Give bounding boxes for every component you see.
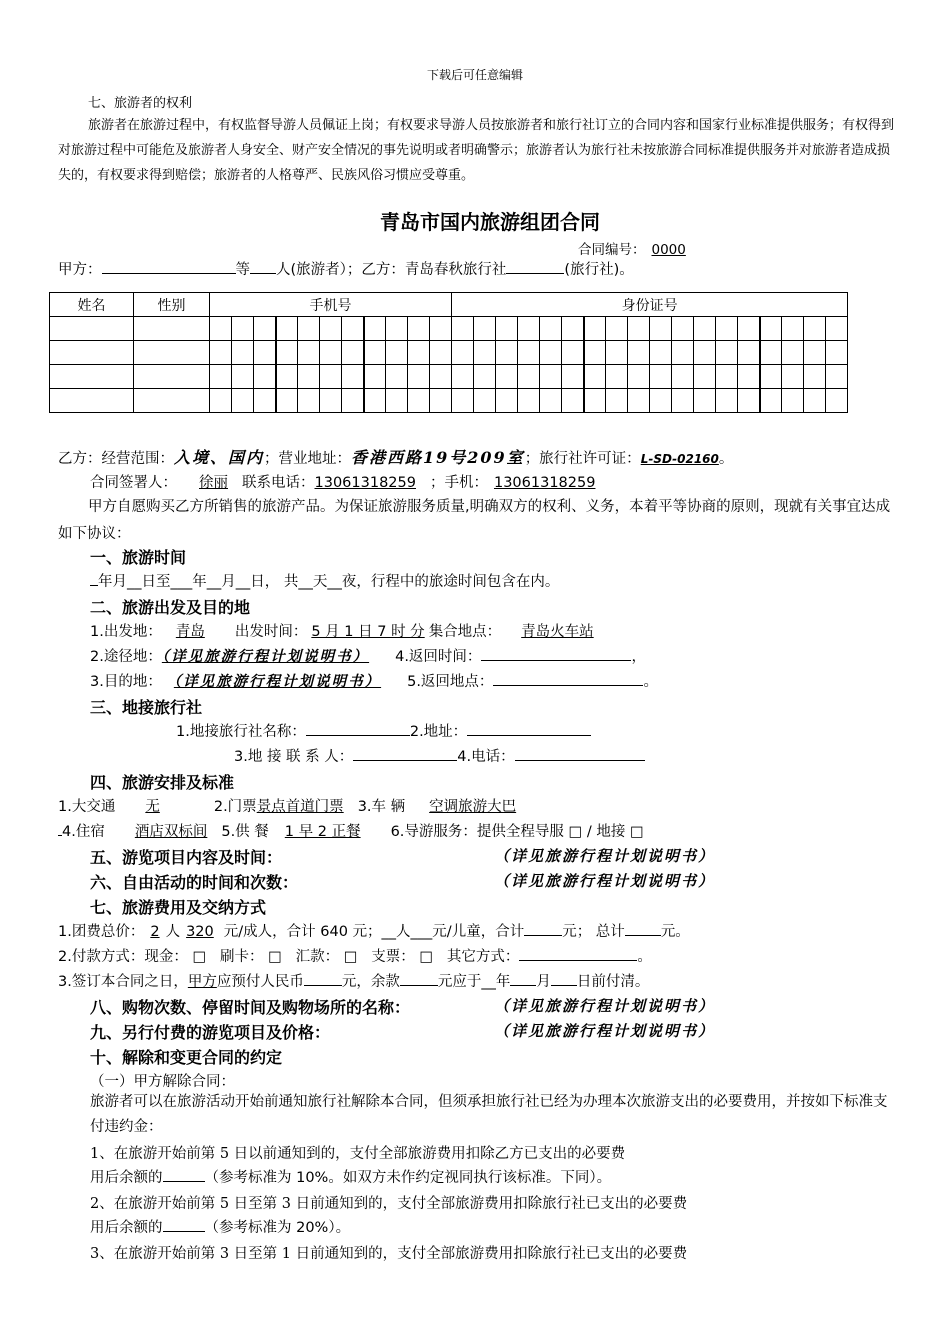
meal-value[interactable]: 1 早 2 正餐 <box>284 824 361 840</box>
s8-title: 八、购物次数、停留时间及购物场所的名称： <box>90 998 411 1017</box>
card-label: 刷卡： <box>219 949 264 965</box>
dest-value[interactable]: （详见旅游行程计划说明书） <box>173 673 382 690</box>
i2b-pre: 用后余额的 <box>90 1220 163 1236</box>
address-label: ；营业地址： <box>264 451 352 467</box>
cheque-checkbox[interactable]: □ <box>419 949 434 965</box>
table-row[interactable] <box>50 341 848 365</box>
s1-title: 一、旅游时间 <box>90 548 187 567</box>
signer-label: 合同签署人： <box>90 475 177 491</box>
party-line <box>58 258 634 279</box>
table-header-row <box>50 293 848 317</box>
s2-title: 二、旅游出发及目的地 <box>90 598 251 617</box>
adult-price-unit: 元/成人，合计 <box>223 924 316 940</box>
local-contact-field[interactable] <box>353 746 457 761</box>
return-place-field[interactable] <box>493 671 643 686</box>
i2b-post: （参考标准为 20%）。 <box>204 1220 351 1236</box>
via-label: 2.途径地： <box>90 649 162 665</box>
license-number: L-SD-02160 <box>640 452 719 466</box>
hotel-label: 4.住宿 <box>62 824 105 840</box>
s1-year-field[interactable] <box>90 571 98 586</box>
depart-label: 1.出发地： <box>90 624 162 640</box>
return-place-end: 。 <box>643 674 658 690</box>
party-a-suffix: 人(旅游者）；乙方：青岛春秋旅行社 <box>276 262 507 278</box>
contract-title: 青岛市国内旅游组团合同 <box>380 210 600 234</box>
contract-number <box>578 238 686 258</box>
balance-field[interactable] <box>400 971 438 986</box>
local-addr-field[interactable] <box>467 721 591 736</box>
ticket-value[interactable]: 景点首道门票 <box>256 799 344 815</box>
adult-unit: 人 <box>165 924 181 940</box>
s1-text: 年月__日至___年__月__日， 共__天__夜，行程中的旅途时间包含在内。 <box>98 574 560 590</box>
cheque-label: 支票： <box>371 949 415 965</box>
party-b-field[interactable] <box>506 259 564 274</box>
s4-line2 <box>58 820 644 841</box>
return-place-label: 5.返回地点： <box>407 674 494 690</box>
s8-value: （详见旅游行程计划说明书） <box>494 997 716 1015</box>
cash-checkbox[interactable]: □ <box>192 949 207 965</box>
child-part: 元；__人___元/儿童，合计 <box>352 924 525 940</box>
party-a-name-field[interactable] <box>102 259 236 274</box>
sign-mid2: 元应于__年 <box>437 974 511 990</box>
local-contact-label: 3.地 接 联 系 人： <box>234 749 354 765</box>
card-checkbox[interactable]: □ <box>268 949 282 965</box>
s10-i2a: 2、在旅游开始前第 5 日至第 3 日前通知到的，支付全部旅游费用扣除旅行社已支出的必要费 <box>90 1196 688 1212</box>
s4-line1 <box>58 795 540 816</box>
table-row[interactable] <box>50 389 848 413</box>
rights-body: 旅游者在旅游过程中，有权监督导游人员佩证上岗；有权要求导游人员按旅游者和旅行社订立的合同内容和国家行业标准提供服务；有权得到对旅游过程中可能危及旅游者人身安全、财产安全情况的事先说明或者明确警示；旅游者认为旅行社未按旅游合同标准提供服务并对旅游者造成损失的，有权要求得到赔偿；旅游者的人格尊严、民族风俗习惯应受尊重。 <box>58 118 895 183</box>
party-b-label: 乙方：经营范围： <box>58 451 174 467</box>
s3-line1 <box>176 720 591 741</box>
s6-title: 六、自由活动的时间和次数： <box>90 873 299 892</box>
gather-value[interactable]: 青岛火车站 <box>521 624 594 640</box>
return-time-end: ， <box>631 649 646 665</box>
fees-line1-end: 元。 <box>660 924 690 940</box>
fees-title: 七、旅游费用及交纳方式 <box>90 898 267 917</box>
party-a-count-field[interactable] <box>250 259 276 274</box>
party-a-label: 甲方： <box>58 262 102 278</box>
party-b-line <box>58 445 733 468</box>
sign-text: 应预付人民币 <box>216 974 304 990</box>
car-label: 3.车 辆 <box>357 799 406 815</box>
i2-percent-field[interactable] <box>163 1217 205 1232</box>
header-name: 姓名 <box>50 293 134 317</box>
party-b-end: 。 <box>718 451 734 467</box>
s10-i3a: 3、在旅游开始前第 3 日至第 1 日前通知到的，支付全部旅游费用扣除旅行社已支出的必要费 <box>90 1246 688 1262</box>
s10-title: 十、解除和变更合同的约定 <box>90 1048 283 1067</box>
fees-line3 <box>58 970 649 991</box>
business-scope: 入境、国内 <box>174 448 265 467</box>
s10-sub1: （一）甲方解除合同： <box>90 1074 235 1090</box>
sign-party: 甲方 <box>187 974 217 990</box>
s6-value: （详见旅游行程计划说明书） <box>494 872 716 890</box>
grand-total-field[interactable] <box>625 921 661 936</box>
sign-label: 3.签订本合同之日， <box>58 974 188 990</box>
s3-line2 <box>234 745 645 766</box>
header-note: 下载后可任意编辑 <box>426 68 523 82</box>
s2-line1 <box>90 620 716 641</box>
i1b-pre: 用后余额的 <box>90 1170 163 1186</box>
guide-full-checkbox[interactable]: □ <box>568 824 583 840</box>
adult-total[interactable]: 640 <box>320 924 348 940</box>
gather-label: 集合地点： <box>428 624 502 640</box>
remit-label: 汇款： <box>295 949 340 965</box>
i1b-post: （参考标准为 10%。如双方未作约定视同执行该标准。下同）。 <box>204 1170 612 1186</box>
guide-label: 6.导游服务：提供全程导服 <box>390 824 564 840</box>
s5-value: （详见旅游行程计划说明书） <box>494 847 716 865</box>
car-value[interactable]: 空调旅游大巴 <box>429 799 517 815</box>
local-tel-field[interactable] <box>515 746 645 761</box>
day-field[interactable] <box>551 971 577 986</box>
fees-line1 <box>58 920 690 941</box>
child-end: 元； 总计 <box>562 924 625 940</box>
i1-percent-field[interactable] <box>163 1167 205 1182</box>
adult-price[interactable]: 320 <box>186 924 214 940</box>
s9-value: （详见旅游行程计划说明书） <box>494 1022 716 1040</box>
party-b-suffix: (旅行社)。 <box>564 262 634 278</box>
guide-local-checkbox[interactable]: □ <box>629 824 644 840</box>
remit-checkbox[interactable]: □ <box>343 949 358 965</box>
s2-line2 <box>90 645 646 666</box>
table-row[interactable] <box>50 365 848 389</box>
s4-title: 四、旅游安排及标准 <box>90 773 235 792</box>
s10-p1: 旅游者可以在旅游活动开始前通知旅行社解除本合同，但须承担旅行社已经为办理本次旅游支出的必要费用，并按如下标准支付违约金： <box>90 1094 888 1135</box>
pay-end: 。 <box>637 949 652 965</box>
depart-value[interactable]: 青岛 <box>175 624 205 640</box>
s3-title: 三、地接旅行社 <box>90 698 203 717</box>
traveler-table <box>49 292 848 413</box>
s10-i2b <box>90 1216 350 1237</box>
guide-local-label: / 地接 <box>586 824 626 840</box>
hotel-value[interactable]: 酒店双标间 <box>134 824 208 840</box>
contract-number-value[interactable]: 0000 <box>651 242 686 258</box>
license-label: ；旅行社许可证： <box>524 451 641 467</box>
return-time-field[interactable] <box>481 646 631 661</box>
local-addr-label: 2.地址： <box>409 724 468 740</box>
signer-line <box>90 471 605 492</box>
business-address: 香港西路19号209室 <box>351 448 525 467</box>
s1-line <box>90 570 559 591</box>
other-field[interactable] <box>519 946 637 961</box>
header-gender: 性别 <box>134 293 210 317</box>
rights-title: 七、旅游者的权利 <box>88 96 193 111</box>
meal-label: 5.供 餐 <box>221 824 269 840</box>
month-field[interactable] <box>510 971 536 986</box>
local-agency-field[interactable] <box>306 721 410 736</box>
dest-label: 3.目的地： <box>90 674 162 690</box>
total-label: 1.团费总价： <box>58 924 145 940</box>
sign-month: 月 <box>536 974 551 990</box>
transport-label: 1.大交通 <box>58 799 116 815</box>
intro-paragraph: 甲方自愿购买乙方所销售的旅游产品。为保证旅游服务质量,明确双方的权利、义务，本着平等协商的原则，现就有关事宜达成如下协议： <box>58 499 891 542</box>
s5-title: 五、游览项目内容及时间： <box>90 848 283 867</box>
transport-value[interactable]: 无 <box>145 799 160 815</box>
table-row[interactable] <box>50 317 848 341</box>
other-label: 其它方式： <box>446 949 520 965</box>
tel-label: 联系电话： <box>242 475 315 491</box>
s10-i1a: 1、在旅游开始前第 5 日以前通知到的，支付全部旅游费用扣除乙方已支出的必要费 <box>90 1146 626 1162</box>
header-phone: 手机号 <box>210 293 452 317</box>
s10-i1b <box>90 1166 611 1187</box>
s9-title: 九、另行付费的游览项目及价格： <box>90 1023 331 1042</box>
return-time-label: 4.返回时间： <box>395 649 482 665</box>
child-total-field[interactable] <box>524 921 562 936</box>
signer-name[interactable]: 徐丽 <box>199 475 228 491</box>
party-a-mid: 等 <box>235 262 250 278</box>
time-value[interactable]: 5 月 1 日 7 时 分 <box>311 624 425 640</box>
mobile-value[interactable]: 13061318259 <box>493 475 596 491</box>
mobile-label: ；手机： <box>429 475 488 491</box>
contract-number-label: 合同编号： <box>578 242 646 258</box>
adult-count[interactable]: 2 <box>150 924 160 940</box>
fees-line2 <box>58 945 652 966</box>
ticket-label: 2.门票 <box>213 799 257 815</box>
local-agency-label: 1.地接旅行社名称： <box>176 724 306 740</box>
header-id: 身份证号 <box>452 293 848 317</box>
tel-value[interactable]: 13061318259 <box>314 475 416 491</box>
s2-line3 <box>90 670 658 691</box>
sign-end: 日前付清。 <box>576 974 650 990</box>
via-value[interactable]: （详见旅游行程计划说明书） <box>161 648 370 665</box>
pay-label: 2.付款方式：现金： <box>58 949 188 965</box>
prepay-field[interactable] <box>304 971 342 986</box>
local-tel-label: 4.电话： <box>457 749 515 765</box>
time-label: 出发时间： <box>234 624 308 640</box>
sign-mid1: 元，余款 <box>341 974 400 990</box>
